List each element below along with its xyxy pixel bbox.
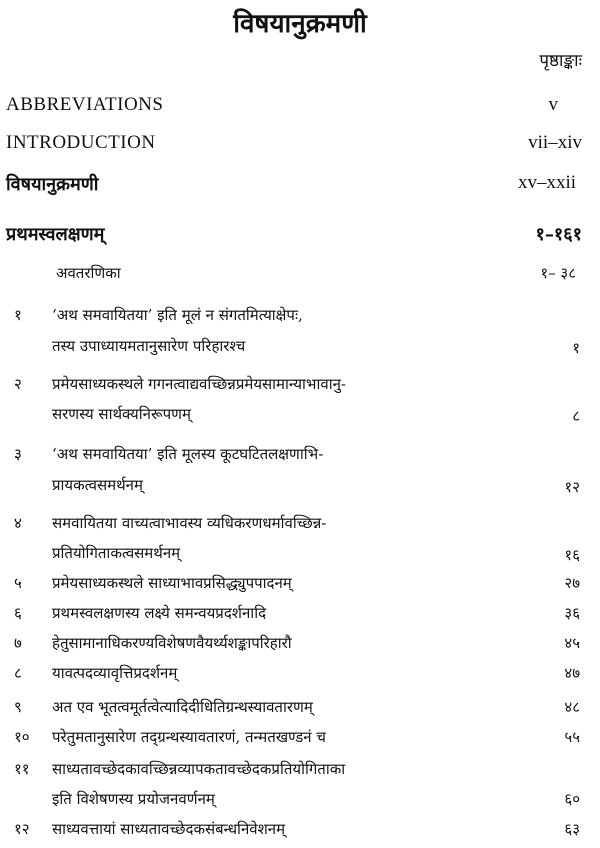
- toc-entry-title-continued: इति विशेषणस्य प्रयोजनवर्णनम्: [52, 790, 215, 808]
- toc-avatarnika-label: अवतरणिका: [56, 264, 121, 282]
- toc-entry-title: यावत्पदव्यावृत्तिप्रदर्शनम्: [52, 664, 178, 682]
- toc-entry-title: प्रथमस्वलक्षणस्य लक्ष्ये समन्वयप्रदर्शनादि: [52, 604, 267, 622]
- toc-entry-page: ५५: [564, 728, 580, 746]
- toc-entry-page: ६३: [564, 820, 580, 838]
- toc-entry-page: ४५: [564, 634, 580, 652]
- toc-front-label-introduction: INTRODUCTION: [6, 132, 156, 153]
- toc-entry-number: ७: [14, 634, 22, 652]
- toc-entry-title-continued: प्रतियोगिताकत्वसमर्थनम्: [52, 544, 181, 562]
- toc-entry-title: हेतुसामानाधिकरण्यविशेषणवैयर्थ्यशङ्कापरिहारौ: [52, 634, 292, 652]
- toc-entry-title-continued: तस्य उपाध्यायमतानुसारेण परिहारश्च: [52, 337, 246, 355]
- toc-section-label: प्रथमस्वलक्षणम्: [6, 224, 105, 245]
- toc-entry-page: ८: [572, 407, 580, 425]
- toc-entry-page: ६०: [564, 790, 580, 808]
- toc-front-page-introduction: vii–xiv: [528, 132, 582, 153]
- toc-front-label-abbreviations: ABBREVIATIONS: [6, 94, 164, 115]
- toc-entry-title: अत एव भूतत्वमूर्तत्वेत्यादिदीधितिग्रन्थस्यावतारणम्: [52, 698, 313, 716]
- toc-entry-title: साध्यवत्तायां साध्यतावच्छेदकसंबन्धनिवेशनम्: [52, 820, 286, 838]
- toc-entry-number: ८: [14, 664, 22, 682]
- toc-entry-page: ४७: [564, 664, 580, 682]
- toc-entry-number: १२: [14, 820, 30, 838]
- page-number-column-header: पृष्ठाङ्काः: [539, 51, 582, 71]
- toc-front-page-contents: xv–xxii: [517, 172, 576, 193]
- toc-entry-number: ६: [14, 604, 22, 622]
- toc-entry-title: ‘अथ समवायितया’ इति मूलस्य कूटघटितलक्षणाभि-: [52, 445, 324, 463]
- toc-entry-page: १२: [564, 478, 580, 496]
- toc-section-page: १–१६१: [535, 224, 582, 245]
- toc-entry-number: ५: [14, 574, 22, 592]
- toc-entry-title: ‘अथ समवायितया’ इति मूलं न संगतमित्याक्षेपः,: [52, 306, 303, 324]
- toc-entry-title: समवायितया वाच्यत्वाभावस्य व्यधिकरणधर्मावच्छिन्न-: [52, 514, 327, 532]
- toc-entry-title: प्रमेयसाध्यकस्थले साध्याभावप्रसिद्ध्युपपादनम्: [52, 574, 292, 592]
- toc-entry-page: १६: [564, 546, 580, 564]
- toc-entry-number: २: [14, 375, 22, 393]
- toc-entry-number: ३: [14, 445, 22, 463]
- toc-entry-page: ३६: [564, 604, 580, 622]
- page-title: विषयानुक्रमणी: [233, 9, 367, 39]
- toc-entry-number: ९: [14, 698, 22, 716]
- toc-front-page-abbreviations: v: [548, 94, 558, 115]
- toc-entry-number: ११: [14, 760, 30, 778]
- toc-entry-page: २७: [564, 574, 580, 592]
- toc-entry-title: साध्यतावच्छेदकावच्छिन्नव्यापकतावच्छेदकप्रतियोगिताका: [52, 760, 346, 778]
- toc-avatarnika-page: १– ३८: [540, 264, 576, 282]
- toc-entry-number: १०: [14, 728, 30, 746]
- toc-entry-number: ४: [14, 514, 22, 532]
- toc-entry-page: ४८: [564, 698, 580, 716]
- toc-entry-title: परेतुमतानुसारेण तद्ग्रन्थस्यावतारणं, तन्मतखण्डनं च: [52, 728, 326, 746]
- toc-front-label-contents: विषयानुक्रमणी: [6, 174, 99, 195]
- toc-entry-title-continued: प्रायकत्वसमर्थनम्: [52, 476, 143, 494]
- toc-entry-title-continued: सरणस्य सार्थक्यनिरूपणम्: [52, 405, 191, 423]
- toc-entry-title: प्रमेयसाध्यकस्थले गगनत्वाद्यवच्छिन्नप्रमेयसामान्याभावानु-: [52, 375, 346, 393]
- toc-entry-page: १: [572, 339, 580, 357]
- toc-entry-number: १: [14, 306, 22, 324]
